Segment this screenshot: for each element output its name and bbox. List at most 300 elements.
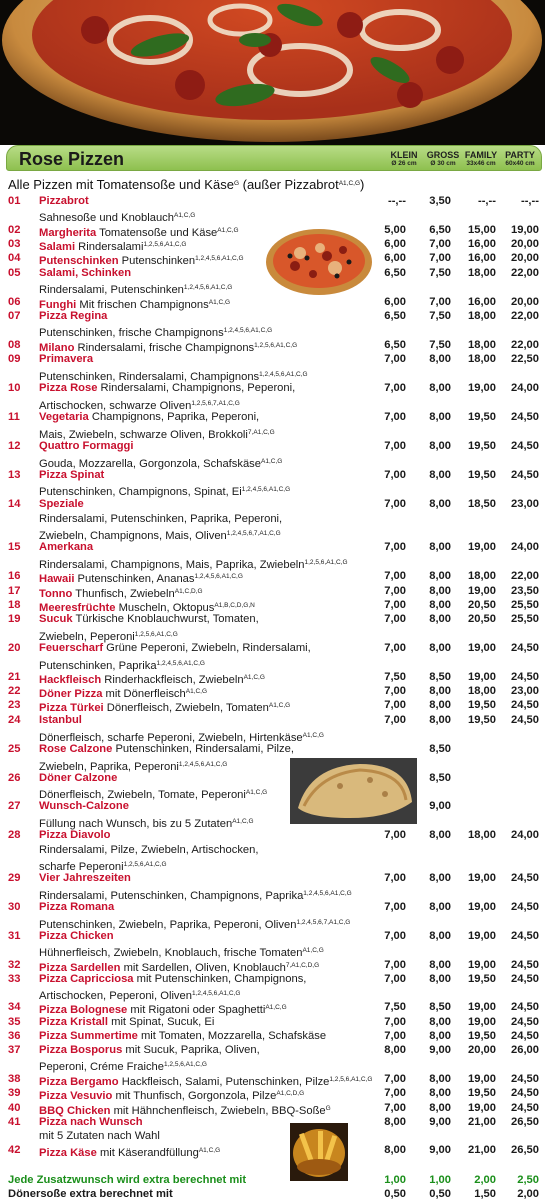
item-number: 20 [8,642,21,654]
price-gross: 8,00 [429,901,451,913]
item-name: Primavera [39,353,94,365]
price-klein: 7,00 [384,973,406,985]
price-klein: 7,00 [384,930,406,942]
price-klein: 7,50 [384,671,406,683]
item-name: Vier Jahreszeiten [39,872,131,884]
price-party: 23,50 [511,585,539,597]
price-family: 19,00 [468,901,496,913]
item-number: 13 [8,469,21,481]
menu-row [0,1057,545,1072]
item-name: BBQ Chicken [39,1105,111,1117]
price-gross: 8,00 [429,685,451,697]
allergen-codes: 1,2,4,5,6,A1,C,G [191,990,241,997]
item-description: Peperoni, Créme Fraiche [39,1061,164,1073]
item-name: Pizza Vesuvio [39,1090,113,1102]
price-klein: 7,00 [384,1030,406,1042]
price-gross: 7,50 [429,267,451,279]
item-number: 34 [8,1001,21,1013]
item-name: Salami, Schinken [39,267,132,279]
item-number: 27 [8,800,21,812]
allergen-codes: 1,2,4,5,6,A1,C,G [195,255,244,262]
price-party: 22,50 [511,353,539,365]
price-party: 20,00 [511,238,539,250]
menu-row [0,569,545,584]
item-description: mit Tomaten, Mozzarella, Schafskäse [137,1030,327,1042]
item-name: Döner Pizza [39,688,103,700]
menu-row [0,338,545,353]
item-text [39,309,107,324]
price-klein: 7,00 [384,1087,406,1099]
price-family: 18,50 [468,498,496,510]
item-text [39,843,259,858]
price-klein: 7,00 [384,440,406,452]
item-description: mit Sardellen, Oliven, Knoblauch [120,962,286,974]
menu-row [0,208,545,223]
item-name: Pizza Türkei [39,702,104,714]
item-name: Istanbul [39,714,82,726]
allergen-codes: A1,C,G [173,212,196,219]
price-klein: 8,00 [384,1144,406,1156]
item-number: 10 [8,382,21,394]
menu-row [0,929,545,944]
intro-note: Alle Pizzen mit Tomatensoße und Käse$^G$ (außer Pizzabrot$^{A1,C,G}$) [8,177,365,192]
menu-row [0,468,545,483]
item-name: Pizza Summertime [39,1030,138,1042]
item-name: Pizza Diavolo [39,829,111,841]
price-family: 19,50 [468,440,496,452]
item-text [39,410,259,425]
price-party: 25,50 [511,613,539,625]
item-number: 15 [8,541,21,553]
menu-row [0,943,545,958]
menu-row [0,972,545,987]
item-number: 08 [8,339,21,351]
price-klein: 7,00 [384,498,406,510]
item-text [39,1129,160,1144]
item-number: 37 [8,1044,21,1056]
allergen-codes: 1,2,5,6,A1,C,G [143,241,187,248]
price-klein: 6,00 [384,252,406,264]
item-description: Zwiebeln, Paprika, Peperoni [39,761,179,773]
item-description: Grüne Peperoni, Zwiebeln, Rindersalami, [103,642,311,654]
price-family: 19,50 [468,1087,496,1099]
item-description: Zwiebeln, Peperoni [39,631,135,643]
price-family: 15,00 [468,224,496,236]
menu-row [0,656,545,671]
price-party: 20,00 [511,296,539,308]
price-family: 18,00 [468,570,496,582]
allergen-codes: A1,C,G [232,818,254,825]
price-party: 25,50 [511,599,539,611]
item-number: 06 [8,296,21,308]
item-number: 35 [8,1016,21,1028]
allergen-codes: 1,2,4,5,6,7,A1,C,G [296,919,351,926]
price-party: 22,00 [511,310,539,322]
price-party: 23,00 [511,498,539,510]
menu-row [0,886,545,901]
price-klein: 7,00 [384,353,406,365]
price-gross: 0,50 [429,1188,451,1200]
allergen-codes: 1,2,5,6,A1,C,G [304,559,348,566]
price-klein: 8,00 [384,1116,406,1128]
item-number: 40 [8,1102,21,1114]
price-party: 22,00 [511,267,539,279]
item-number: 09 [8,353,21,365]
item-name: Wunsch-Calzone [39,800,129,812]
item-name: Pizza Käse [39,1147,97,1159]
item-description: Gouda, Mozzarella, Gorgonzola, Schafskäse [39,458,262,470]
price-family: 21,00 [468,1144,496,1156]
price-klein: 7,00 [384,901,406,913]
allergen-codes: A1,C,G [265,1004,287,1011]
price-family: 19,00 [468,930,496,942]
item-text [39,1143,220,1161]
menu-row [0,352,545,367]
price-gross: 9,00 [429,1144,451,1156]
item-number: 16 [8,570,21,582]
item-description: scharfe Peperoni [39,861,124,873]
item-description: mit Rigatoni oder Spaghetti [127,1004,266,1016]
price-party: 2,00 [517,1188,539,1200]
price-family: 19,00 [468,585,496,597]
item-name: Margherita [39,227,97,239]
price-gross: 8,00 [429,382,451,394]
item-name: Putenschinken [39,255,119,267]
item-name: Pizza Capricciosa [39,973,134,985]
allergen-codes: 1,2,4,5,6,7,A1,C,G [226,530,281,537]
price-family: 18,00 [468,267,496,279]
item-description: Artischocken, schwarze Oliven [39,400,192,412]
item-text [39,540,93,555]
price-klein: 7,00 [384,714,406,726]
price-gross: 8,00 [429,872,451,884]
price-gross: 8,00 [429,498,451,510]
price-klein: 5,00 [384,224,406,236]
menu-row [0,295,545,310]
price-party: 24,50 [511,699,539,711]
item-text [39,713,82,728]
item-description: Sahnesoße und Knoblauch [39,212,174,224]
item-number: 21 [8,671,21,683]
price-family: 19,00 [468,1001,496,1013]
price-gross: 3,50 [429,195,451,207]
price-klein: 7,50 [384,1001,406,1013]
allergen-codes: 1,2,5,6,A1,C,G [163,1061,207,1068]
item-number: 03 [8,238,21,250]
menu-row [0,512,545,527]
price-klein: 6,00 [384,238,406,250]
price-klein: 7,00 [384,613,406,625]
price-klein: 7,00 [384,599,406,611]
menu-row [0,410,545,425]
allergen-codes: A1,C,G [261,458,283,465]
item-name: Döner Calzone [39,772,118,784]
price-gross: 8,00 [429,1102,451,1114]
item-number: 28 [8,829,21,841]
item-description: Tomatensoße und Käse [96,227,218,239]
size-header-klein: KLEIN Ø 26 cm [390,150,418,167]
item-number: 36 [8,1030,21,1042]
surcharge-text: Dönersoße extra berechnet mit [8,1188,173,1200]
item-description: Füllung nach Wunsch, bis zu 5 Zutaten [39,818,233,830]
price-family: 20,00 [468,1044,496,1056]
item-text [39,972,306,987]
price-klein: 7,00 [384,1102,406,1114]
item-description: Muscheln, Oktopus [115,602,215,614]
item-text [39,1115,143,1130]
item-number: 01 [8,195,21,207]
item-number: 42 [8,1144,21,1156]
price-family: 19,00 [468,1016,496,1028]
item-text [39,612,259,627]
item-description: Putenschinken, Ananas [74,573,195,585]
price-gross: 8,00 [429,570,451,582]
menu-row [0,425,545,440]
price-party: 24,50 [511,1102,539,1114]
price-family: 19,00 [468,642,496,654]
menu-row [0,194,545,209]
price-party: 24,50 [511,642,539,654]
price-klein: 6,50 [384,267,406,279]
price-gross: 8,00 [429,469,451,481]
price-gross: 8,00 [429,411,451,423]
item-number: 07 [8,310,21,322]
item-description: Rindersalami, Champignons, Peperoni, [97,382,296,394]
item-description: Champignons, Paprika, Peperoni, [88,411,260,423]
menu-row [0,309,545,324]
item-text [39,929,114,944]
menu-row [0,713,545,728]
price-party: 24,50 [511,930,539,942]
menu-row [0,526,545,541]
menu-row [0,757,545,772]
price-family: 18,00 [468,353,496,365]
allergen-codes: A1,C,G [217,227,239,234]
allergen-codes: 1,2,4,5,6,A1,C,G [303,890,352,897]
price-family: 19,50 [468,1030,496,1042]
size-header-family: FAMILY 33x46 cm [464,150,498,167]
price-klein: 7,00 [384,541,406,553]
price-klein: 7,00 [384,585,406,597]
price-party: 24,50 [511,440,539,452]
price-party: 24,00 [511,382,539,394]
price-party: 24,50 [511,411,539,423]
item-description: Dönerfleisch, scharfe Peperoni, Zwiebeln, Hirtenkäse [39,732,303,744]
item-number: 23 [8,699,21,711]
menu-row [0,367,545,382]
menu-row [0,641,545,656]
menu-row [0,698,545,713]
menu-row [0,612,545,627]
item-number: 38 [8,1073,21,1085]
price-party: 22,00 [511,570,539,582]
price-gross: 8,00 [429,1087,451,1099]
price-gross: 1,00 [429,1174,451,1186]
price-family: 19,50 [468,714,496,726]
price-gross: 8,00 [429,613,451,625]
item-description: mit 5 Zutaten nach Wahl [39,1130,160,1142]
menu-row [0,814,545,829]
menu-row [0,986,545,1001]
item-text [39,771,117,786]
price-family: 2,00 [474,1174,496,1186]
menu-row [0,915,545,930]
item-description: mit Spinat, Sucuk, Ei [108,1016,215,1028]
price-party: 26,50 [511,1144,539,1156]
price-gross: 8,00 [429,585,451,597]
item-number: 02 [8,224,21,236]
menu-row [0,454,545,469]
price-party: 23,00 [511,685,539,697]
price-party: 24,50 [511,959,539,971]
menu-row [0,1015,545,1030]
price-family: 19,50 [468,411,496,423]
size-header-party: PARTY 60x40 cm [505,150,535,167]
price-party: 24,50 [511,714,539,726]
menu-row [0,555,545,570]
price-party: 24,50 [511,1016,539,1028]
allergen-codes: 1,2,5,6,A1,C,G [254,342,298,349]
item-name: Pizza Romana [39,901,115,913]
price-party: 24,50 [511,872,539,884]
price-klein: 7,00 [384,382,406,394]
price-family: 18,00 [468,685,496,697]
price-klein: 7,00 [384,1073,406,1085]
item-description: Zwiebeln, Champignons, Mais, Oliven [39,530,227,542]
price-klein: 7,00 [384,642,406,654]
price-party: 20,00 [511,252,539,264]
price-gross: 7,00 [429,296,451,308]
allergen-codes: A1,C,G [302,947,324,954]
menu-row [0,1101,545,1116]
price-family: 16,00 [468,296,496,308]
price-party: 24,50 [511,1001,539,1013]
price-gross: 7,00 [429,238,451,250]
menu-row [0,799,545,814]
allergen-codes: A1,C,D,G [276,1090,305,1097]
price-family: 19,50 [468,469,496,481]
price-klein: 7,00 [384,699,406,711]
price-family: 19,00 [468,872,496,884]
price-family: 19,00 [468,959,496,971]
item-description: mit Sucuk, Paprika, Oliven, [122,1044,260,1056]
item-description: mit Thunfisch, Gorgonzola, Pilze [112,1090,277,1102]
allergen-codes: A1,B,C,D,G,N [214,602,255,609]
item-name: Pizza Rose [39,382,98,394]
price-klein: 0,50 [384,1188,406,1200]
item-description: Hühnerfleisch, Zwiebeln, Knoblauch, frische Tomaten [39,947,303,959]
price-party: 26,50 [511,1116,539,1128]
item-text [39,641,311,656]
section-title: Rose Pizzen [19,149,125,169]
item-description: Putenschinken, Rindersalami, Pilze, [112,743,294,755]
price-klein: 1,00 [384,1174,406,1186]
item-name: Sucuk [39,613,73,625]
price-party: 22,00 [511,339,539,351]
price-family: 16,00 [468,238,496,250]
menu-row [0,1072,545,1087]
item-description: Putenschinken [118,255,196,267]
allergen-codes: A1,C,D,G [174,588,203,595]
item-description: Putenschinken, frische Champignons [39,327,224,339]
menu-row [0,1000,545,1015]
price-family: 20,50 [468,613,496,625]
price-gross: 7,00 [429,252,451,264]
item-text [39,742,294,757]
section-header [6,145,542,171]
item-description: Dönerfleisch, Zwiebeln, Tomaten [103,702,269,714]
pizza-photo [265,228,373,296]
item-description: mit Dönerfleisch [102,688,186,700]
price-family: 18,00 [468,829,496,841]
item-name: Hawaii [39,573,75,585]
price-party: 26,00 [511,1044,539,1056]
item-name: Speziale [39,498,84,510]
item-name: Tonno [39,588,73,600]
price-family: 19,50 [468,699,496,711]
price-klein: 7,00 [384,570,406,582]
price-gross: 7,50 [429,310,451,322]
allergen-codes: 1,2,4,5,6,A1,C,G [194,573,243,580]
item-number: 17 [8,585,21,597]
item-description: Rindersalami, Pilze, Zwiebeln, Artischocken, [39,844,259,856]
price-gross: 8,00 [429,1030,451,1042]
item-text [39,871,131,886]
allergen-codes: A1,C,G [245,789,268,796]
item-name: Quattro Formaggi [39,440,134,452]
price-gross: 8,50 [429,772,451,784]
price-party: 24,50 [511,973,539,985]
item-number: 31 [8,930,21,942]
price-gross: 8,50 [429,743,451,755]
price-klein: --,-- [387,195,406,207]
allergen-codes: 1,2,4,5,6,A1,C,G [259,371,308,378]
item-description: Rindersalami [75,241,144,253]
price-klein: 6,50 [384,310,406,322]
price-gross: 8,00 [429,541,451,553]
allergen-codes: A1,C,G [243,674,265,681]
price-family: 19,50 [468,973,496,985]
item-name: Pizza Bosporus [39,1044,123,1056]
item-description: Putenschinken, Rindersalami, Champignons [39,371,260,383]
price-gross: 8,50 [429,1001,451,1013]
menu-row [0,540,545,555]
price-gross: 9,00 [429,1116,451,1128]
menu-row [0,1043,545,1058]
price-family: 21,00 [468,1116,496,1128]
item-description: Türkische Knoblauchwurst, Tomaten, [72,613,259,625]
item-name: Pizza Sardellen [39,962,121,974]
item-name: Pizza Chicken [39,930,114,942]
menu-row [0,482,545,497]
menu-row [0,670,545,685]
item-number: 39 [8,1087,21,1099]
allergen-codes: A1,C,G [185,688,208,695]
item-description: Mais, Zwiebeln, schwarze Oliven, Brokkoli [39,429,248,441]
item-description: mit Käserandfüllung [96,1147,199,1159]
menu-row [0,396,545,411]
price-gross: 9,00 [429,1044,451,1056]
item-number: 32 [8,959,21,971]
price-party: 24,50 [511,901,539,913]
price-klein: 7,00 [384,959,406,971]
menu-row [0,323,545,338]
price-party: --,-- [520,195,539,207]
menu-row [0,381,545,396]
price-gross: 6,50 [429,224,451,236]
item-description: Artischocken, Peperoni, Oliven [39,990,192,1002]
price-party: 19,00 [511,224,539,236]
